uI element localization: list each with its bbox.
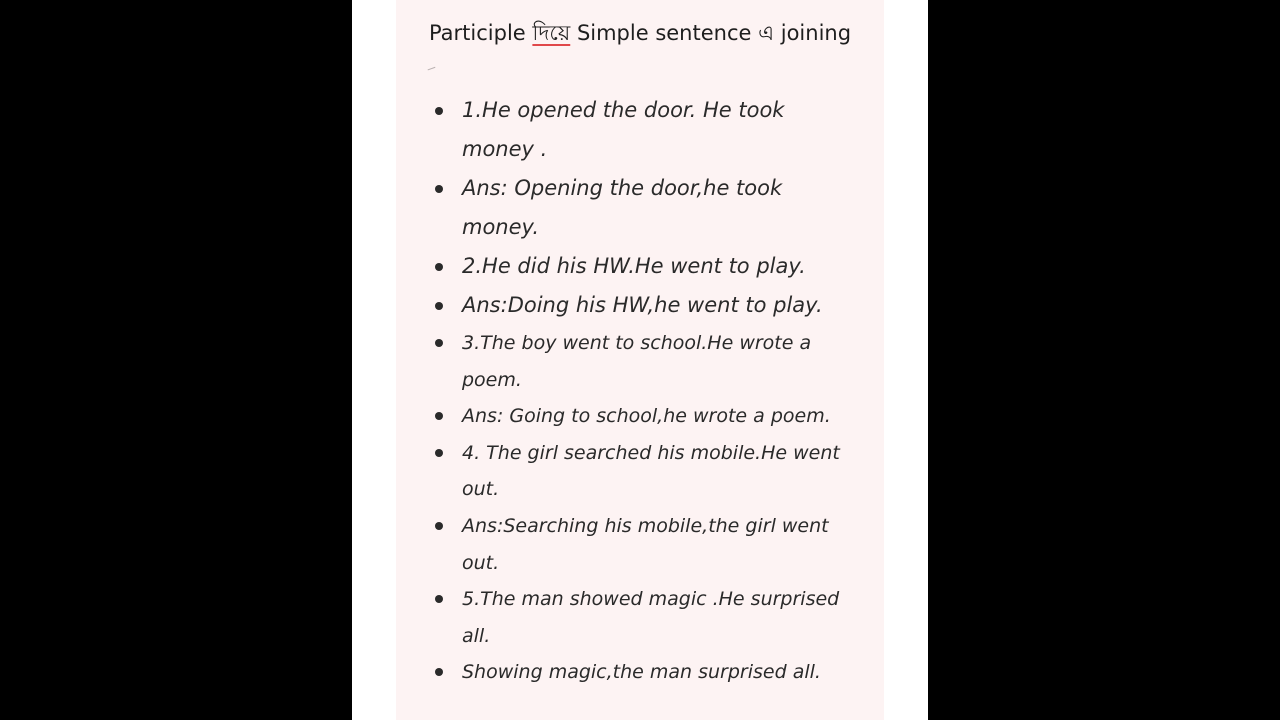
bullet-icon [435,449,443,457]
bullet-icon [435,263,443,271]
list-item-text: 5.The man showed magic .He surprised all. [462,588,840,647]
bullet-icon [435,668,443,676]
list-item [396,91,884,169]
list-item-text: 3.The boy went to school.He wrote a poem. [462,332,812,391]
page-title [396,14,884,53]
list-item [396,398,884,435]
bullet-icon [435,107,443,115]
list-item [396,286,884,325]
bullet-icon [435,185,443,193]
list-item-text: Ans:Doing his HW,he went to play. [462,293,823,317]
bullet-icon [435,522,443,530]
title-suffix: Simple sentence এ joining [576,21,852,45]
list-item [396,247,884,286]
title-bengali-word: দিয়ে [532,21,571,45]
list-item-text: Ans: Going to school,he wrote a poem. [462,405,831,428]
list-item [396,325,884,398]
list-item-text: 2.He did his HW.He went to play. [462,254,806,278]
stray-mark [428,67,437,73]
list-item [396,581,884,654]
document-page [352,0,928,720]
title-prefix: Participle [428,21,526,45]
sentence-list [396,91,884,691]
list-item [396,435,884,508]
bullet-icon [435,302,443,310]
bullet-icon [435,412,443,420]
list-item-text: Ans:Searching his mobile,the girl went out. [462,514,829,574]
list-item [396,169,884,247]
list-item-text: 4. The girl searched his mobile.He went out. [462,441,840,501]
list-item [396,654,884,691]
list-item [396,508,884,581]
bullet-icon [435,339,443,347]
list-item-text: Ans: Opening the door,he took money. [462,176,783,239]
list-item-text: 1.He opened the door. He took money . [462,98,785,161]
list-item-text: Showing magic,the man surprised all. [462,661,821,684]
note-card [396,0,884,720]
bullet-icon [435,595,443,603]
